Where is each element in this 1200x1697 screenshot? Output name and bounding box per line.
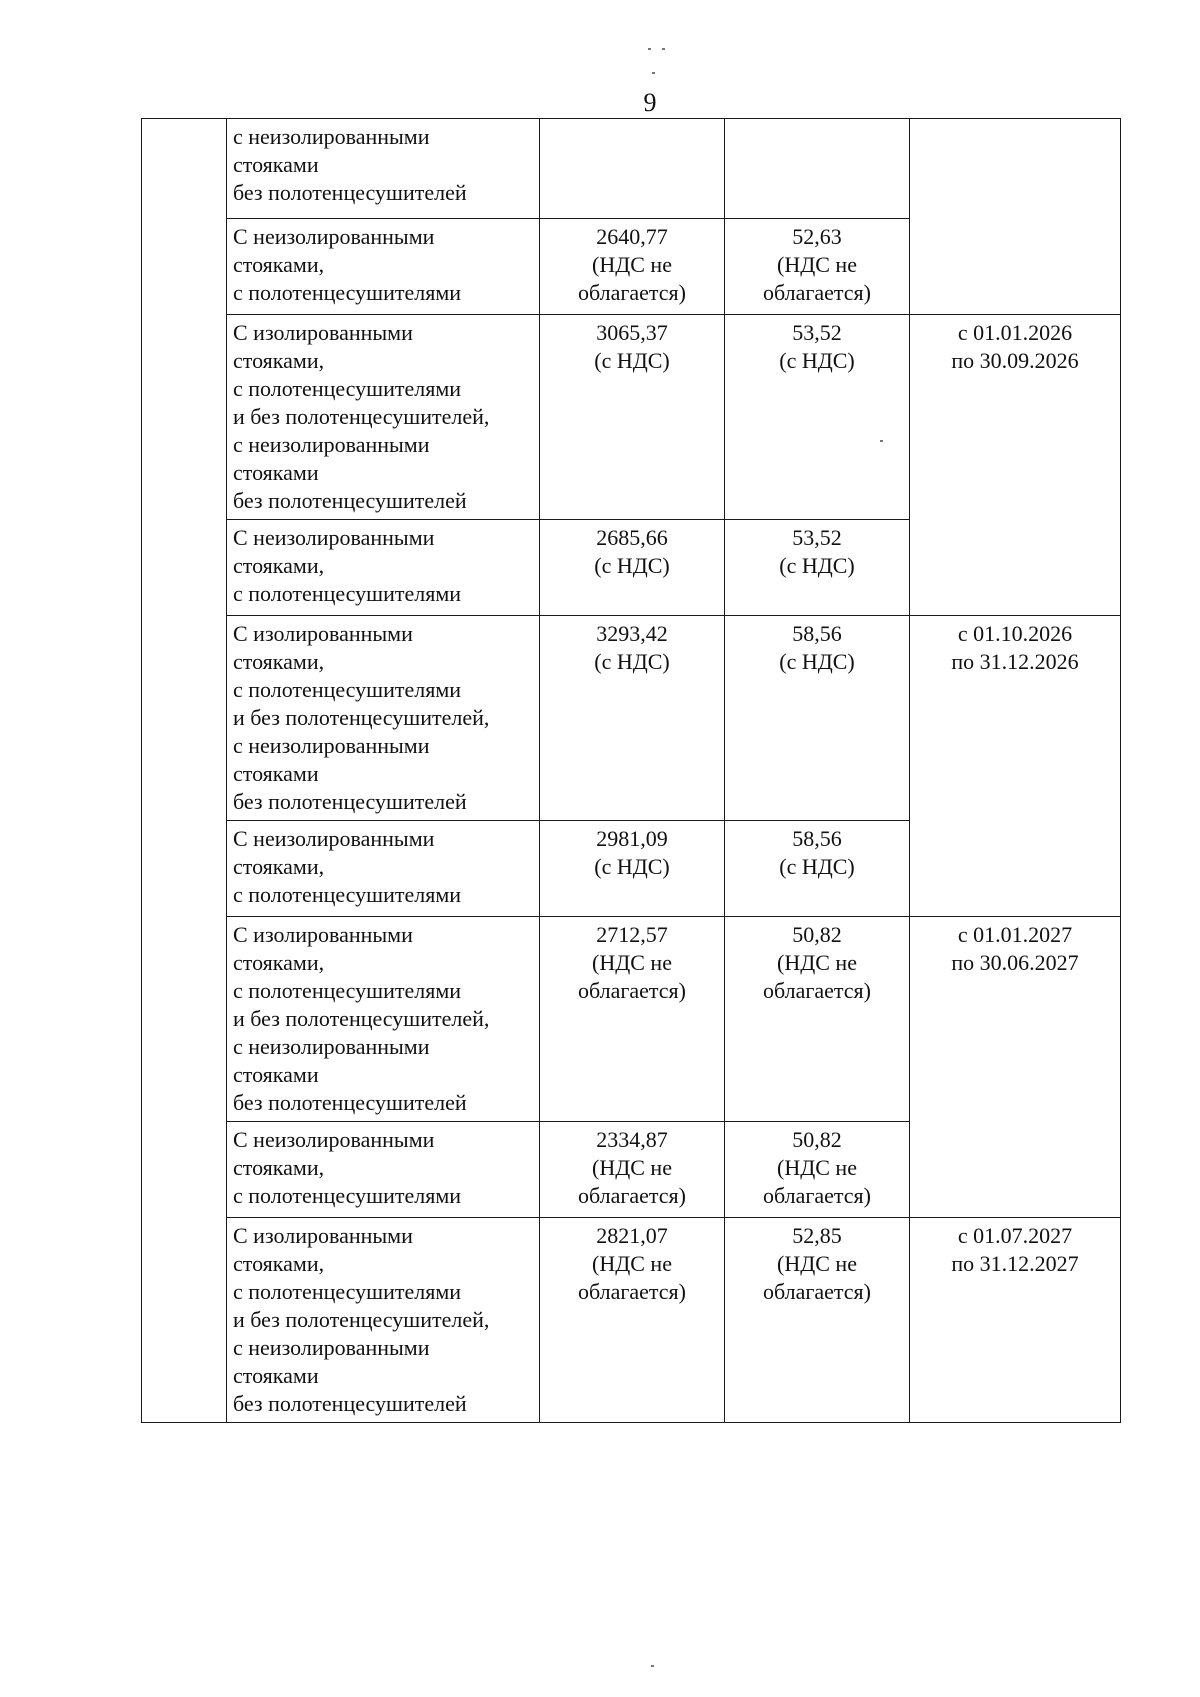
- table-row: [142, 1218, 1121, 1423]
- scan-speck: [652, 72, 655, 74]
- period-cell: с 01.10.2026 по 31.12.2026: [910, 616, 1121, 917]
- table-row: [142, 315, 1121, 520]
- price-cell: 2640,77 (НДС не облагается): [540, 219, 725, 315]
- period-cell: с 01.01.2026 по 30.09.2026: [910, 315, 1121, 616]
- volume-cell: 52,85 (НДС не облагается): [725, 1218, 910, 1423]
- period-cell: [910, 119, 1121, 315]
- price-cell: 2334,87 (НДС не облагается): [540, 1122, 725, 1218]
- scan-speck: [651, 1665, 654, 1667]
- price-cell: [540, 119, 725, 219]
- tariff-table: [141, 118, 1121, 1423]
- price-cell: 3065,37 (с НДС): [540, 315, 725, 520]
- table-row: [142, 119, 1121, 219]
- description-cell: С неизолированными стояками, с полотенцесушителями: [227, 520, 540, 616]
- description-cell: С изолированными стояками, с полотенцесушителями и без полотенцесушителей, с неизолированными стояками без полотенцесушителей: [227, 1218, 540, 1423]
- page-number: 9: [643, 88, 657, 117]
- volume-cell: 58,56 (с НДС): [725, 821, 910, 917]
- price-cell: 2685,66 (с НДС): [540, 520, 725, 616]
- period-cell: с 01.07.2027 по 31.12.2027: [910, 1218, 1121, 1423]
- price-cell: 2821,07 (НДС не облагается): [540, 1218, 725, 1423]
- empty-first-column: [142, 119, 227, 1423]
- description-cell: С неизолированными стояками, с полотенцесушителями: [227, 219, 540, 315]
- price-cell: 2712,57 (НДС не облагается): [540, 917, 725, 1122]
- description-cell: с неизолированными стояками без полотенцесушителей: [227, 119, 540, 219]
- table-row: [142, 917, 1121, 1122]
- period-cell: с 01.01.2027 по 30.06.2027: [910, 917, 1121, 1218]
- volume-cell: 50,82 (НДС не облагается): [725, 917, 910, 1122]
- scan-speck: [662, 48, 665, 50]
- volume-cell: 53,52 (с НДС): [725, 520, 910, 616]
- description-cell: С изолированными стояками, с полотенцесушителями и без полотенцесушителей, с неизолированными стояками без полотенцесушителей: [227, 917, 540, 1122]
- volume-cell: [725, 119, 910, 219]
- volume-cell: 52,63 (НДС не облагается): [725, 219, 910, 315]
- volume-cell: 53,52 (с НДС): [725, 315, 910, 520]
- description-cell: С изолированными стояками, с полотенцесушителями и без полотенцесушителей, с неизолированными стояками без полотенцесушителей: [227, 616, 540, 821]
- volume-cell: 50,82 (НДС не облагается): [725, 1122, 910, 1218]
- table-row: [142, 616, 1121, 821]
- description-cell: С неизолированными стояками, с полотенцесушителями: [227, 821, 540, 917]
- scan-speck: [880, 440, 883, 442]
- price-cell: 2981,09 (с НДС): [540, 821, 725, 917]
- volume-cell: 58,56 (с НДС): [725, 616, 910, 821]
- description-cell: С неизолированными стояками, с полотенцесушителями: [227, 1122, 540, 1218]
- scan-speck: [648, 48, 651, 50]
- description-cell: С изолированными стояками, с полотенцесушителями и без полотенцесушителей, с неизолированными стояками без полотенцесушителей: [227, 315, 540, 520]
- price-cell: 3293,42 (с НДС): [540, 616, 725, 821]
